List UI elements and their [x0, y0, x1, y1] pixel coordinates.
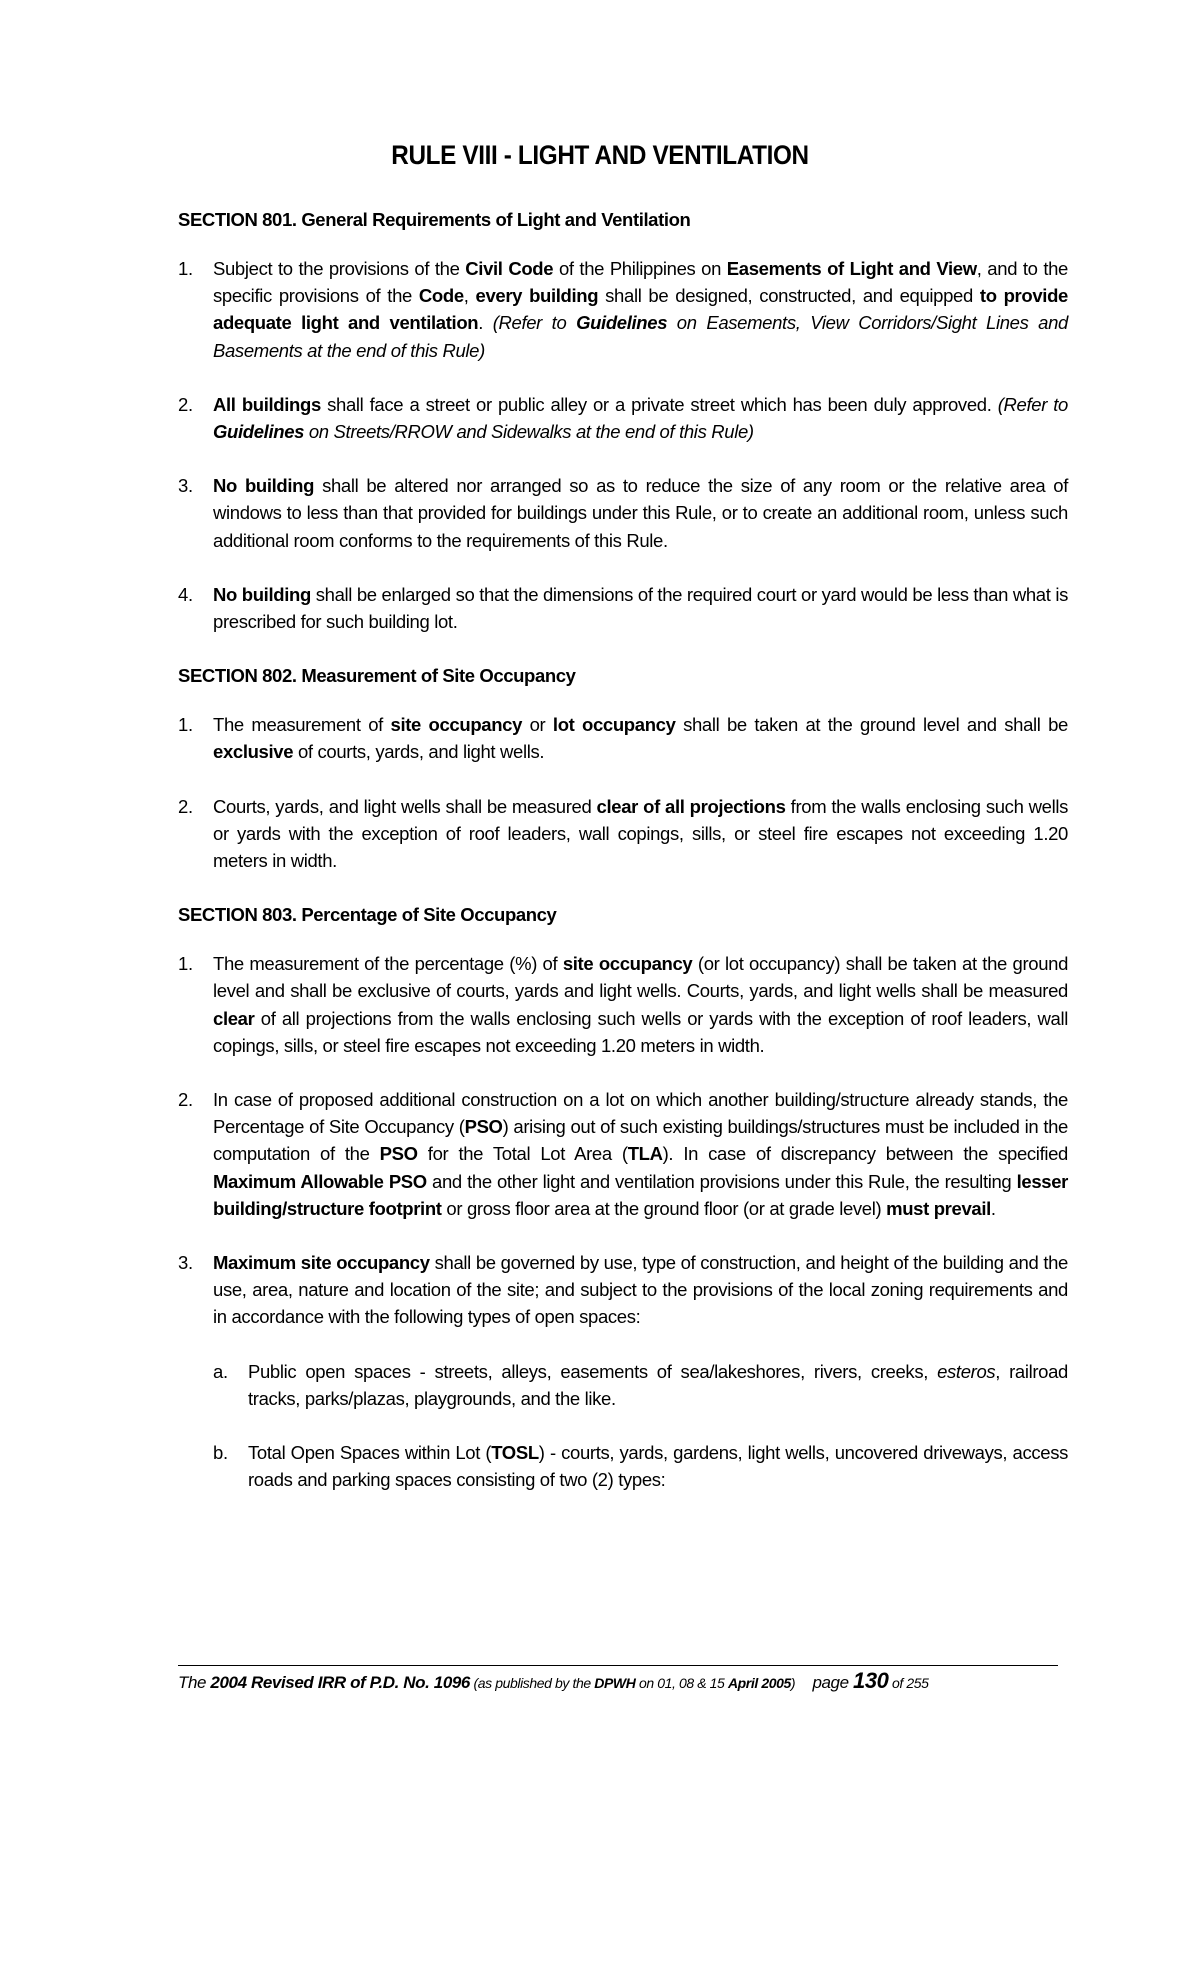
text: shall be governed by use, type of construction, and height of the building and the use, area, nature and location of the site; and subject to the provisions of the local zoning requirements and in accordance with the following types of open spaces:: [213, 1252, 1069, 1328]
bold-text: site occupancy: [390, 714, 523, 736]
subitem-letter: a.: [213, 1360, 228, 1382]
text: of the Philippines on: [553, 258, 727, 279]
text: from the walls enclosing such wells or yards with the exception of roof leaders, wall copings, sills, or steel fire escapes not exceeding 1.20 meters in width.: [213, 795, 1069, 872]
text: shall be altered nor arranged so as to reduce the size of any room or the relative area of windows to less than that provided for buildings under this Rule, or to create an additional room, unless such additional room conforms to the requirements of this Rule.: [213, 475, 1068, 551]
italic-text: on Easements, View Corridors/Sight Lines and Basements at the end of this Rule): [213, 312, 1068, 361]
bold-text: No building: [213, 475, 315, 497]
text: Public open spaces - streets, alleys, easements of sea/lakeshores, rivers, creeks,: [248, 1360, 938, 1382]
section-801-heading: SECTION 801. General Requirements of Light and Ventilation: [178, 209, 691, 230]
text: .: [478, 312, 493, 334]
bold-text: PSO: [464, 1116, 503, 1138]
text: ). In case of discrepancy between the specified: [662, 1143, 1068, 1165]
bold-text: to provide adequate light and ventilation: [213, 285, 1068, 334]
item-number: 1.: [178, 714, 193, 736]
page-footer: [178, 1668, 1068, 1694]
footer-doc-title: 2004 Revised IRR of P.D. No. 1096: [210, 1673, 470, 1692]
footer-text: (as published by the: [469, 1675, 595, 1691]
item-number: 4.: [178, 583, 193, 605]
footer-agency: DPWH: [594, 1675, 636, 1691]
item-number: 2.: [178, 1089, 193, 1111]
text: Subject to the provisions of the: [213, 258, 466, 279]
section-801-item-2: [178, 391, 1068, 445]
section-803-item-3: [178, 1249, 1068, 1331]
section-801-item-3: [178, 472, 1068, 554]
bold-text: Maximum site occupancy: [213, 1252, 430, 1274]
bold-text: clear of all projections: [596, 795, 786, 817]
text: Courts, yards, and light wells shall be measured: [213, 795, 597, 817]
bold-text: must prevail: [886, 1197, 991, 1219]
item-number: 2.: [178, 393, 193, 415]
bold-text: lot occupancy: [552, 714, 676, 736]
text: shall be taken at the ground level and shall be: [675, 714, 1068, 736]
text: shall be enlarged so that the dimensions of the required court or yard would be less than what is prescribed for such building lot.: [213, 583, 1068, 633]
bold-text: Maximum Allowable PSO: [213, 1170, 427, 1192]
footer-text: ): [790, 1675, 796, 1691]
bold-italic-text: Guidelines: [213, 421, 305, 443]
italic-text: on Streets/RROW and Sidewalks at the end of this Rule): [304, 421, 754, 443]
footer-page-total: of 255: [888, 1675, 929, 1691]
section-802-heading: SECTION 802. Measurement of Site Occupancy: [178, 665, 576, 687]
text: shall face a street or public alley or a private street which has been duly approved.: [320, 393, 998, 415]
footer-page-label: page: [812, 1673, 853, 1692]
bold-text: All buildings: [213, 393, 321, 415]
bold-text: Code: [418, 285, 464, 307]
text: shall be designed, constructed, and equipped: [598, 285, 980, 307]
text: , and to the specific provisions of the: [213, 258, 1069, 307]
text: of all projections from the walls enclosing such wells or yards with the exception of roof leaders, wall copings, sills, or steel fire escapes not exceeding 1.20 meters in width.: [213, 1007, 1068, 1056]
text: , railroad tracks, parks/plazas, playgrounds, and the like.: [248, 1360, 1069, 1409]
text: and the other light and ventilation provisions under this Rule, the resulting: [426, 1170, 1017, 1192]
item-number: 3.: [178, 1252, 193, 1274]
bold-text: every building: [475, 285, 599, 307]
footer-date: April 2005: [727, 1675, 791, 1691]
text: ) arising out of such existing buildings/structures must be included in the computation of the: [213, 1116, 1068, 1165]
footer-text: The: [178, 1673, 211, 1692]
section-803-heading: SECTION 803. Percentage of Site Occupancy: [178, 904, 557, 926]
text: The measurement of: [213, 714, 391, 736]
subitem-letter: b.: [213, 1442, 228, 1464]
item-number: 3.: [178, 475, 193, 497]
section-801-item-1: [178, 255, 1068, 364]
bold-text: TLA: [627, 1143, 663, 1165]
section-802-item-2: [178, 793, 1068, 875]
bold-text: site occupancy: [562, 953, 693, 975]
footer-divider: [178, 1665, 1058, 1666]
bold-text: No building: [213, 583, 311, 605]
bold-text: TOSL: [491, 1442, 539, 1464]
text: In case of proposed additional construction on a lot on which another building/structure already stands, the Percentage of Site Occupancy (: [213, 1089, 1068, 1138]
page-number: 130: [852, 1668, 889, 1693]
section-801-item-4: [178, 581, 1068, 635]
item-number: 2.: [178, 795, 193, 817]
item-number: 1.: [178, 258, 193, 279]
text: ) - courts, yards, gardens, light wells, uncovered driveways, access roads and parking spaces consisting of two (2) types:: [248, 1442, 1068, 1491]
italic-text: (Refer to: [492, 312, 577, 334]
text: or gross floor area at the ground floor (or at grade level): [441, 1197, 887, 1219]
bold-text: clear: [213, 1007, 255, 1029]
text: The measurement of the percentage (%) of: [213, 953, 563, 975]
bold-text: exclusive: [213, 741, 294, 763]
text: .: [990, 1197, 996, 1219]
bold-text: lesser building/structure footprint: [213, 1170, 1068, 1219]
section-803-item-1: [178, 950, 1068, 1059]
bold-italic-text: Guidelines: [576, 312, 668, 334]
page-title: RULE VIII - LIGHT AND VENTILATION: [391, 140, 809, 170]
bold-text: Easements of Light and View: [726, 258, 977, 279]
text: ,: [463, 285, 476, 307]
text: or: [522, 714, 553, 736]
section-803-subitem-b: [178, 1439, 1068, 1493]
footer-text: on 01, 08 & 15: [635, 1675, 728, 1691]
item-number: 1.: [178, 953, 193, 975]
bold-text: PSO: [379, 1143, 418, 1165]
text: (or lot occupancy) shall be taken at the ground level and shall be exclusive of courts, yards and light wells. Courts, yards, and light wells shall be measured: [213, 953, 1069, 1002]
italic-text: esteros: [937, 1360, 996, 1382]
section-803-item-2: [178, 1086, 1068, 1222]
text: of courts, yards, and light wells.: [293, 741, 545, 763]
document-body: [178, 206, 1068, 1521]
section-803-subitem-a: [178, 1358, 1068, 1412]
section-802-item-1: [178, 711, 1068, 765]
text: for the Total Lot Area (: [417, 1143, 628, 1165]
italic-text: (Refer to: [997, 393, 1068, 415]
text: Total Open Spaces within Lot (: [248, 1442, 492, 1464]
bold-text: Civil Code: [465, 258, 554, 279]
